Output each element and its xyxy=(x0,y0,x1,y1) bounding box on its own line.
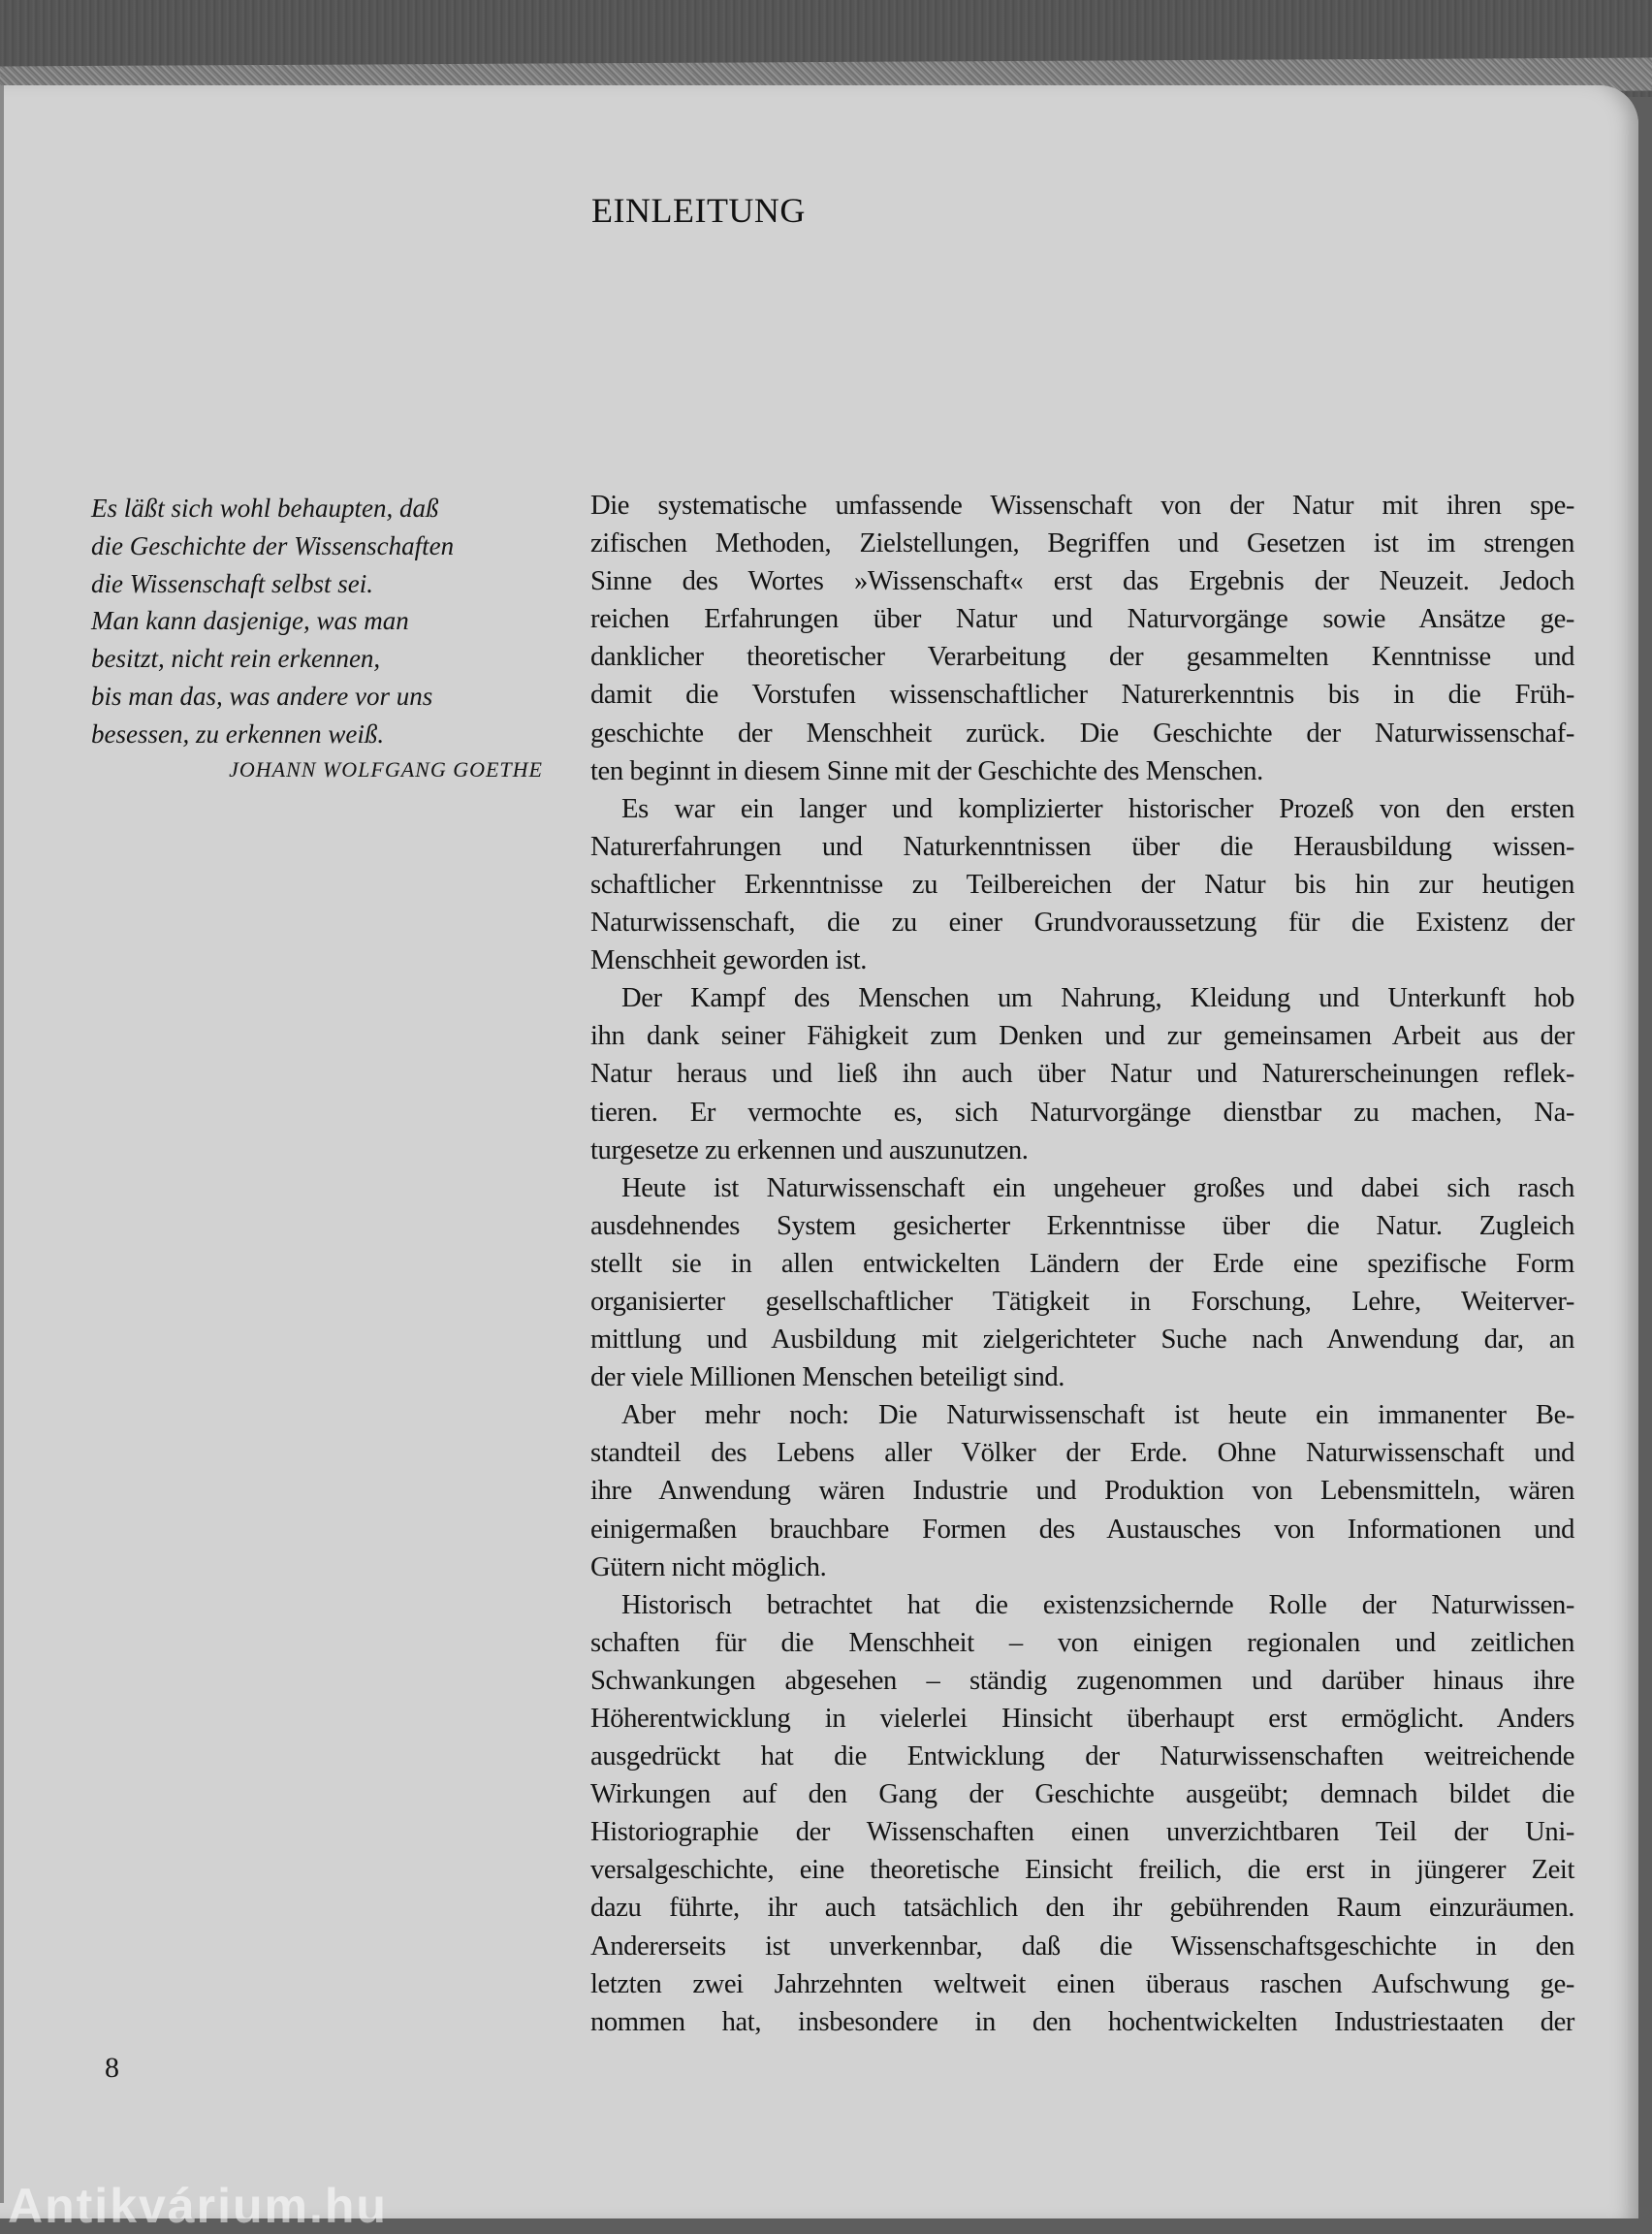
text-line: reichen Erfahrungen über Natur und Naturvorgänge sowie Ansätze ge- xyxy=(590,604,1574,635)
page-number: 8 xyxy=(105,2052,119,2084)
text-line: stellt sie in allen entwickelten Ländern der Erde eine spezifische Form xyxy=(590,1248,1574,1279)
text-line: Höherentwicklung in vielerlei Hinsicht überhaupt erst ermöglicht. Anders xyxy=(590,1704,1574,1734)
epigraph-quote xyxy=(91,490,556,786)
paragraph-2 xyxy=(590,790,1574,979)
text-line: schaften für die Menschheit – von einigen regionalen und zeitlichen xyxy=(590,1627,1574,1658)
text-line: standteil des Lebens aller Völker der Erde. Ohne Naturwissenschaft und xyxy=(590,1438,1574,1469)
text-line: einigermaßen brauchbare Formen des Austausches von Informationen und xyxy=(590,1514,1574,1545)
epigraph-line: Es läßt sich wohl behaupten, daß xyxy=(91,494,439,523)
text-line: ausdehnendes System gesicherter Erkenntnisse über die Natur. Zugleich xyxy=(590,1210,1574,1241)
text-line: dazu führte, ihr auch tatsächlich den ihr gebührenden Raum einzuräumen. xyxy=(590,1893,1574,1924)
epigraph-line: die Geschichte der Wissenschaften xyxy=(91,530,455,560)
text-line: nommen hat, insbesondere in den hochentwickelten Industriestaaten der xyxy=(590,2006,1574,2037)
text-line: Natur heraus und ließ ihn auch über Natur und Naturerscheinungen reflek- xyxy=(590,1059,1574,1090)
text-line: damit die Vorstufen wissenschaftlicher Naturerkenntnis bis in die Früh- xyxy=(590,680,1574,711)
text-line: versalgeschichte, eine theoretische Einsicht freilich, die erst in jüngerer Zeit xyxy=(590,1855,1574,1886)
epigraph-line: Man kann dasjenige, was man xyxy=(91,606,409,636)
text-line: geschichte der Menschheit zurück. Die Geschichte der Naturwissenschaf- xyxy=(590,718,1574,749)
text-line: tieren. Er vermochte es, sich Naturvorgänge dienstbar zu machen, Na- xyxy=(590,1097,1574,1128)
epigraph-author: JOHANN WOLFGANG GOETHE xyxy=(229,756,543,782)
text-line: mittlung und Ausbildung mit zielgerichteter Suche nach Anwendung dar, an xyxy=(590,1324,1574,1356)
text-line: Gütern nicht möglich. xyxy=(590,1551,827,1582)
text-line: schaftlicher Erkenntnisse zu Teilbereichen der Natur bis hin zur heutigen xyxy=(590,869,1574,900)
text-line: Menschheit geworden ist. xyxy=(590,945,868,976)
epigraph-line: besessen, zu erkennen weiß. xyxy=(91,718,385,749)
text-line: turgesetze zu erkennen und auszunutzen. xyxy=(590,1134,1029,1165)
watermark: Antikvárium.hu xyxy=(8,2179,388,2233)
text-line: danklicher theoretischer Verarbeitung der gesammelten Kenntnisse und xyxy=(590,642,1574,673)
body-text xyxy=(590,487,1574,2041)
text-line: organisierter gesellschaftlicher Tätigkeit in Forschung, Lehre, Weiterver- xyxy=(590,1286,1574,1317)
paragraph-6 xyxy=(590,1586,1574,2041)
text-line: Aber mehr noch: Die Naturwissenschaft ist heute ein immanenter Be- xyxy=(621,1400,1574,1431)
text-line: letzten zwei Jahrzehnten weltweit einen überaus raschen Aufschwung ge- xyxy=(590,1968,1574,1999)
epigraph-line: bis man das, was andere vor uns xyxy=(91,681,433,711)
chapter-title: EINLEITUNG xyxy=(591,191,806,230)
paragraph-3 xyxy=(590,979,1574,1168)
text-line: Schwankungen abgesehen – ständig zugenommen und darüber hinaus ihre xyxy=(590,1665,1574,1696)
text-line: der viele Millionen Menschen beteiligt sind. xyxy=(590,1362,1065,1393)
text-line: Historisch betrachtet hat die existenzsichernde Rolle der Naturwissen- xyxy=(621,1589,1574,1620)
paragraph-4 xyxy=(590,1169,1574,1397)
text-line: Heute ist Naturwissenschaft ein ungeheuer großes und dabei sich rasch xyxy=(621,1172,1574,1203)
text-line: ihn dank seiner Fähigkeit zum Denken und zur gemeinsamen Arbeit aus der xyxy=(590,1021,1574,1052)
text-line: Die systematische umfassende Wissenschaft von der Natur mit ihren spe- xyxy=(590,491,1574,521)
paragraph-5 xyxy=(590,1396,1574,1585)
paragraph-1 xyxy=(590,487,1574,790)
page-edge xyxy=(0,85,4,2203)
text-line: Sinne des Wortes »Wissenschaft« erst das Ergebnis der Neuzeit. Jedoch xyxy=(590,566,1574,597)
text-line: zifischen Methoden, Zielstellungen, Begriffen und Gesetzen ist im strengen xyxy=(590,528,1574,559)
epigraph-line: die Wissenschaft selbst sei. xyxy=(91,568,373,598)
text-line: Wirkungen auf den Gang der Geschichte ausgeübt; demnach bildet die xyxy=(590,1779,1574,1810)
text-line: ihre Anwendung wären Industrie und Produktion von Lebensmitteln, wären xyxy=(590,1476,1574,1507)
text-line: Der Kampf des Menschen um Nahrung, Kleidung und Unterkunft hob xyxy=(621,983,1574,1014)
text-line: Naturerfahrungen und Naturkenntnissen über die Herausbildung wissen- xyxy=(590,831,1574,862)
text-line: ten beginnt in diesem Sinne mit der Geschichte des Menschen. xyxy=(590,755,1263,786)
text-line: Naturwissenschaft, die zu einer Grundvoraussetzung für die Existenz der xyxy=(590,908,1574,939)
epigraph-line: besitzt, nicht rein erkennen, xyxy=(91,644,381,674)
text-line: Es war ein langer und komplizierter historischer Prozeß von den ersten xyxy=(621,793,1574,824)
text-line: ausgedrückt hat die Entwicklung der Naturwissenschaften weitreichende xyxy=(590,1741,1574,1772)
text-line: Historiographie der Wissenschaften einen unverzichtbaren Teil der Uni- xyxy=(590,1817,1574,1848)
text-line: Andererseits ist unverkennbar, daß die Wissenschaftsgeschichte in den xyxy=(590,1931,1574,1962)
